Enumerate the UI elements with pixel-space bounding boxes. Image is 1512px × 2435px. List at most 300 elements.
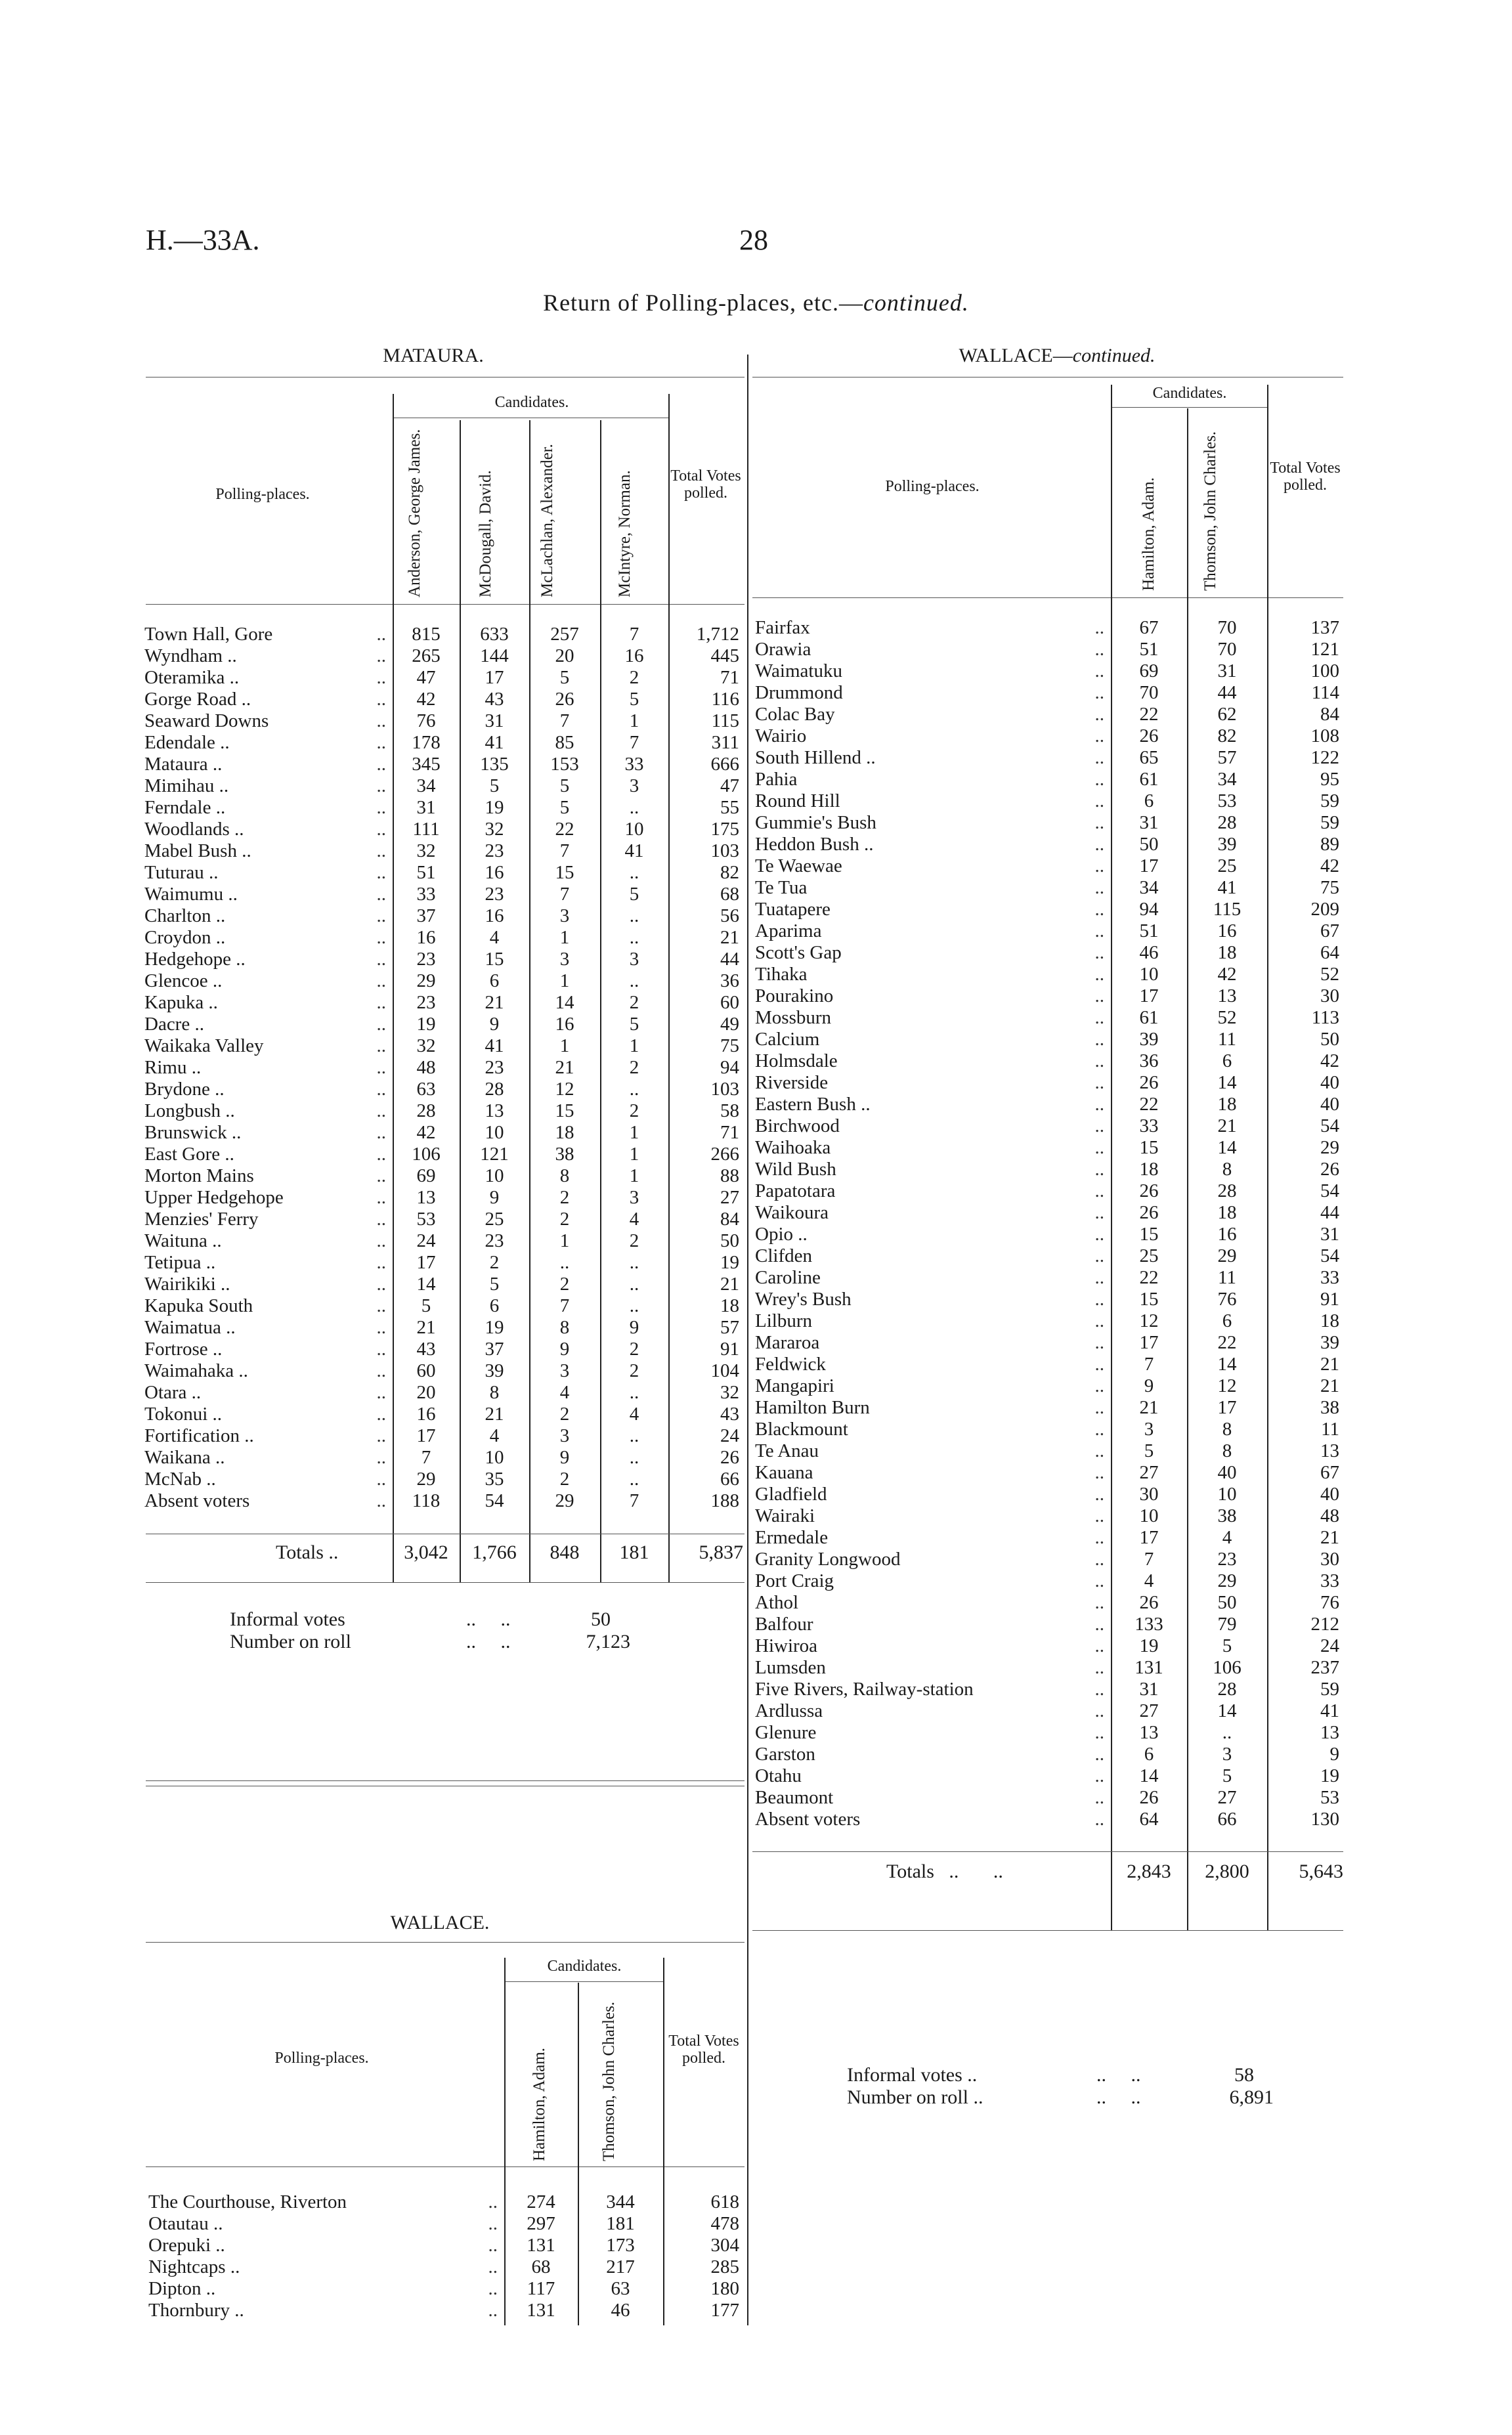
wallace-cont-row-leader: .. [1094,834,1104,855]
mataura-informal-label: Informal votes [230,1608,345,1630]
wallace-cont-place-name: Glenure [755,1722,817,1743]
mataura-row [140,819,743,840]
mataura-place-name: Brunswick .. [144,1122,242,1143]
wallace-cont-row [751,1397,1343,1419]
wallace-cont-value: 26 [1139,1787,1159,1808]
wallace-cont-value: 130 [1310,1809,1339,1830]
wallace-value: 217 [606,2256,635,2277]
mataura-value: 16 [485,862,504,883]
mataura-value: 9 [559,1339,570,1360]
mataura-value: 19 [485,1317,504,1338]
mataura-value: 14 [416,1274,436,1295]
mataura-value: 21 [720,927,739,948]
wallace-cont-value: 46 [1139,942,1159,963]
wallace-cont-informal-label: Informal votes .. [847,2064,978,2086]
wallace-cont-place-name: Five Rivers, Railway-station [755,1679,974,1700]
wallace-cont-roll-label: Number on roll .. [847,2086,983,2108]
mataura-value: 111 [412,819,440,840]
mataura-value: 43 [485,689,504,710]
mataura-row-leader: .. [376,1404,386,1425]
mataura-value: 39 [485,1360,504,1381]
mataura-place-name: Longbush .. [144,1100,235,1121]
mataura-value: 23 [485,1230,504,1251]
wallace-cont-value: 100 [1310,660,1339,681]
mataura-value: 1 [629,1144,639,1165]
wallace-cont-row [751,790,1343,812]
mataura-value: 49 [720,1014,739,1035]
mataura-row-leader: .. [376,819,386,840]
wallace-cont-value: 23 [1217,1549,1237,1570]
wallace-cont-value: 50 [1139,834,1159,855]
wallace-cont-value: 28 [1217,1180,1237,1201]
wallace-cont-row-leader: .. [1094,1440,1104,1461]
wallace-cont-row-leader: .. [1094,964,1104,985]
wallace-cont-row [751,1419,1343,1440]
wallace-cont-value: 7 [1144,1354,1154,1375]
mataura-value: 121 [480,1144,509,1165]
wallace-cont-place-name: Garston [755,1744,815,1765]
mataura-value: 21 [485,992,504,1013]
mataura-row [140,1274,743,1295]
wallace-cont-value: 70 [1217,639,1237,660]
wallace-cont-value: 15 [1139,1137,1159,1158]
mataura-value: 16 [416,1404,436,1425]
wallace-cont-value: 14 [1217,1700,1237,1721]
wallace-row [144,2235,743,2256]
wallace-cont-place-name: Hiwiroa [755,1635,818,1656]
wallace-cont-value: 95 [1320,769,1339,790]
wallace-cont-value: 69 [1139,660,1159,681]
wallace-cont-value: 13 [1320,1440,1339,1461]
mataura-value: 16 [485,905,504,926]
mataura-value: 9 [629,1317,639,1338]
return-title-text: Return of Polling-places, etc.— [543,290,863,316]
wallace-cont-value: 39 [1139,1029,1159,1050]
wallace-cont-value: 16 [1217,920,1237,941]
mataura-value: 4 [629,1404,639,1425]
mataura-value: .. [629,1079,639,1100]
wallace-cont-row [751,920,1343,942]
mataura-place-name: Woodlands .. [144,819,244,840]
mataura-value: 14 [555,992,574,1013]
mataura-row [140,1144,743,1165]
mataura-value: 32 [720,1382,739,1403]
wallace-cont-value: 121 [1310,639,1339,660]
mataura-header-rule [146,604,745,605]
wallace-cont-polling-places-header: Polling-places. [885,478,980,495]
wallace-cont-value: 24 [1320,1635,1339,1656]
wallace-cont-row-leader: .. [1094,855,1104,876]
wallace-cont-row [751,877,1343,899]
wallace-cont-row [751,1614,1343,1635]
mataura-row [140,1317,743,1339]
wallace-cont-header-rule [752,597,1343,598]
wallace-cont-row [751,1765,1343,1787]
mataura-value: 5 [489,1274,500,1295]
mataura-value: 633 [480,624,509,645]
mataura-value: 17 [485,667,504,688]
mataura-value: 75 [720,1035,739,1056]
mataura-value: 23 [485,1057,504,1078]
wallace-cont-value: 82 [1217,725,1237,746]
wallace-cont-value: 11 [1321,1419,1339,1440]
mataura-value: 16 [624,645,644,666]
mataura-value: 13 [416,1187,436,1208]
wallace-cont-place-name: Wild Bush [755,1159,836,1180]
mataura-totals-text: Totals [276,1541,324,1563]
wallace-value: 274 [527,2191,555,2212]
mataura-value: 66 [720,1469,739,1490]
wallace-cont-row [751,1094,1343,1115]
wallace-cont-row-leader: .. [1094,617,1104,638]
wallace-cont-value: 39 [1320,1332,1339,1353]
wallace-cont-row [751,985,1343,1007]
mataura-place-name: Waituna .. [144,1230,222,1251]
wallace-cont-row-leader: .. [1094,682,1104,703]
wallace-value: 131 [527,2235,555,2256]
mataura-bottom-rule [146,1582,745,1583]
wallace-cont-value: 5 [1144,1440,1154,1461]
mataura-value: 23 [485,884,504,905]
mataura-row [140,949,743,970]
mataura-value: 26 [555,689,574,710]
wallace-cont-value: 94 [1139,899,1159,920]
mataura-row-leader: .. [376,1187,386,1208]
mataura-row-leader: .. [376,1209,386,1230]
mataura-row [140,1057,743,1079]
mataura-value: .. [629,970,639,991]
mataura-value: 3 [559,949,570,970]
wallace-cont-row [751,1245,1343,1267]
wallace-row [144,2300,743,2321]
mataura-place-name: Mabel Bush .. [144,840,251,861]
mataura-value: 1,712 [696,624,739,645]
wallace-cont-value: 31 [1139,1679,1159,1700]
mataura-row-leader: .. [376,840,386,861]
mataura-value: 266 [710,1144,739,1165]
wallace-cont-value: 14 [1217,1137,1237,1158]
wallace-cont-row-leader: .. [1094,790,1104,811]
wallace-value: 181 [606,2213,635,2234]
mataura-value: 50 [720,1230,739,1251]
wallace-cont-value: 51 [1139,920,1159,941]
mataura-row-leader: .. [376,1339,386,1360]
mataura-cand-mclachlan: McLachlan, Alexander. [538,444,556,597]
mataura-value: 25 [485,1209,504,1230]
mataura-value: 178 [412,732,441,753]
mataura-value: 19 [485,797,504,818]
mataura-row-leader: .. [376,905,386,926]
mataura-row [140,1295,743,1317]
wallace-cont-value: 17 [1139,855,1159,876]
mataura-row-leader: .. [376,1317,386,1338]
wallace-cont-value: 30 [1320,985,1339,1006]
wallace-value: 618 [710,2191,739,2212]
wallace-value: 173 [606,2235,635,2256]
mataura-value: 5 [629,689,639,710]
mataura-place-name: Fortification .. [144,1425,254,1446]
wallace-cont-notes [847,2064,1274,2109]
wallace-cont-row [751,1375,1343,1397]
wallace-cont-value: 17 [1217,1397,1237,1418]
wallace-cont-row-leader: .. [1094,1809,1104,1830]
wallace-cont-place-name: Wrey's Bush [755,1289,852,1310]
mataura-value: 3 [559,1425,570,1446]
mataura-value: 23 [416,992,436,1013]
mataura-value: 53 [416,1209,436,1230]
wallace-cont-row [751,1679,1343,1700]
wallace-cont-value: 16 [1217,1224,1237,1245]
wallace-cont-place-name: Beaumont [755,1787,834,1808]
wallace-cont-row-leader: .. [1094,1722,1104,1743]
mataura-row [140,645,743,667]
wallace-cont-row-leader: .. [1094,877,1104,898]
wallace-cont-row-leader: .. [1094,1419,1104,1440]
wallace-cont-row-leader: .. [1094,1527,1104,1548]
mataura-value: 63 [416,1079,436,1100]
wallace-cont-value: 41 [1217,877,1237,898]
mataura-row-leader: .. [376,862,386,883]
mataura-row [140,1425,743,1447]
mataura-value: 2 [629,667,639,688]
wallace-place-name: Thornbury .. [148,2300,244,2321]
mataura-total-mcdougall: 1,766 [472,1541,517,1563]
mataura-value: 2 [559,1469,570,1490]
wallace-cont-row [751,1007,1343,1029]
wallace-cont-row [751,1289,1343,1310]
mataura-place-name: Town Hall, Gore [144,624,273,645]
wallace-cont-row [751,1592,1343,1614]
wallace-cont-value: 7 [1144,1549,1154,1570]
wallace-cont-value: 6 [1144,1744,1154,1765]
mataura-value: 5 [421,1295,431,1316]
wallace-cont-row [751,1310,1343,1332]
mataura-place-name: East Gore .. [144,1144,234,1165]
mataura-place-name: Waimumu .. [144,884,238,905]
wallace-cont-row-leader: .. [1094,1354,1104,1375]
wallace-cont-value: 33 [1320,1267,1339,1288]
wallace-cont-value: 52 [1217,1007,1237,1028]
wallace-header-rule [146,2166,745,2167]
mataura-place-name: Seaward Downs [144,710,269,731]
mataura-value: 76 [416,710,436,731]
wallace-cont-value: 22 [1139,1094,1159,1115]
wallace-cont-value: 29 [1320,1137,1339,1158]
mataura-row-leader: .. [376,1079,386,1100]
wallace-cont-value: 26 [1139,1202,1159,1223]
mataura-value: 3 [629,949,639,970]
mataura-value: 7 [559,884,570,905]
wallace-cont-row [751,1267,1343,1289]
wallace-cont-row [751,1744,1343,1765]
mataura-value: 26 [720,1447,739,1468]
mataura-value: 6 [489,970,500,991]
wallace-cont-value: 12 [1139,1310,1159,1331]
mataura-value: 47 [720,775,739,796]
wallace-cont-value: 40 [1320,1072,1339,1093]
wallace-cont-row [751,747,1343,769]
wallace-cont-row-leader: .. [1094,1050,1104,1071]
wallace-cont-row-leader: .. [1094,639,1104,660]
mataura-value: 118 [412,1490,441,1511]
wallace-cont-place-name: Clifden [755,1245,812,1266]
wallace-cont-place-name: Lilburn [755,1310,812,1331]
wallace-cont-row-leader: .. [1094,660,1104,681]
mataura-value: 94 [720,1057,739,1078]
mataura-value: 16 [555,1014,574,1035]
mataura-value: 91 [720,1339,739,1360]
wallace-cont-value: 25 [1217,855,1237,876]
wallace-cont-row-leader: .. [1094,1614,1104,1635]
mataura-place-name: Tokonui .. [144,1404,222,1425]
wallace-cont-place-name: South Hillend .. [755,747,876,768]
wallace-cont-value: 115 [1213,899,1242,920]
mataura-value: 445 [710,645,739,666]
mataura-value: 43 [720,1404,739,1425]
mataura-value: 2 [629,1100,639,1121]
mataura-row-leader: .. [376,1057,386,1078]
mataura-value: 9 [489,1187,500,1208]
mataura-row-leader: .. [376,1100,386,1121]
wallace-candidates-rule [506,1981,663,1982]
wallace-cont-place-name: Te Tua [755,877,808,898]
mataura-place-name: Croydon .. [144,927,226,948]
wallace-cont-value: 14 [1139,1765,1159,1786]
wallace-cont-place-name: Caroline [755,1267,821,1288]
wallace-cont-value: 13 [1139,1722,1159,1743]
wallace-cont-row [751,1159,1343,1180]
mataura-row-leader: .. [376,1490,386,1511]
mataura-row-leader: .. [376,1447,386,1468]
wallace-cont-value: 26 [1139,1592,1159,1613]
wallace-cont-value: 27 [1139,1462,1159,1483]
wallace-value: 344 [606,2191,635,2212]
wallace-cont-row [751,1332,1343,1354]
mataura-title: MATAURA. [383,345,484,366]
mataura-place-name: Edendale .. [144,732,230,753]
mataura-value: 21 [416,1317,436,1338]
wallace-cont-value: 9 [1144,1375,1154,1396]
mataura-place-name: Dacre .. [144,1014,204,1035]
wallace-cont-place-name: Wairaki [755,1505,815,1526]
wallace-cont-value: 22 [1139,704,1159,725]
wallace-cont-roll-row: Number on roll .. .. .. 6,891 [847,2086,1274,2108]
wallace-cont-row [751,812,1343,834]
mataura-row-leader: .. [376,949,386,970]
wallace-cont-total-hamilton: 2,843 [1127,1861,1171,1882]
wallace-cont-row-leader: .. [1094,1072,1104,1093]
mataura-value: 2 [629,1230,639,1251]
wallace-table [144,2191,743,2321]
wallace-cont-place-name: Tihaka [755,964,808,985]
wallace-cont-value: 70 [1139,682,1159,703]
wallace-cont-value: 21 [1320,1354,1339,1375]
wallace-cont-row [751,1224,1343,1245]
mataura-row-leader: .. [376,797,386,818]
wallace-cont-value: 40 [1320,1094,1339,1115]
mataura-row-leader: .. [376,624,386,645]
mataura-row [140,1100,743,1122]
wallace-cont-title [906,345,1208,367]
mataura-row [140,1230,743,1252]
mataura-place-name: Menzies' Ferry [144,1209,259,1230]
wallace-cont-value: 9 [1329,1744,1339,1765]
mataura-row-leader: .. [376,1469,386,1490]
mataura-value: 2 [559,1209,570,1230]
wallace-cont-row-leader: .. [1094,1115,1104,1136]
mataura-cand-mcintyre: McIntyre, Norman. [616,470,634,597]
wallace-cont-place-name: Port Craig [755,1570,834,1591]
wallace-value: 63 [611,2278,630,2299]
wallace-cont-row-leader: .. [1094,899,1104,920]
wallace-cont-value: 41 [1320,1700,1339,1721]
mataura-value: 10 [485,1122,504,1143]
mataura-row-leader: .. [376,992,386,1013]
mataura-value: 3 [629,1187,639,1208]
wallace-cont-row [751,964,1343,985]
wallace-cont-place-name: Ermedale [755,1527,829,1548]
wallace-cont-place-name: Calcium [755,1029,820,1050]
mataura-row-leader: .. [376,1274,386,1295]
mataura-value: 58 [720,1100,739,1121]
mataura-value: 3 [559,905,570,926]
mataura-value: 5 [559,667,570,688]
wallace-cont-value: 30 [1139,1484,1159,1505]
wallace-cont-title-text: WALLACE— [959,345,1073,366]
wallace-value: 68 [531,2256,551,2277]
wallace-cont-place-name: Orawia [755,639,811,660]
wallace-cont-value: 133 [1134,1614,1163,1635]
wallace-cont-row-leader: .. [1094,1159,1104,1180]
wallace-cont-value: 64 [1139,1809,1159,1830]
wallace-cont-value: 114 [1311,682,1339,703]
mataura-value: 345 [412,754,441,775]
mataura-value: 33 [416,884,436,905]
wallace-cont-value: .. [1222,1722,1232,1743]
wallace-cont-value: 19 [1139,1635,1159,1656]
wallace-cont-value: 48 [1320,1505,1339,1526]
mataura-row [140,1469,743,1490]
wallace-place-name: Orepuki .. [148,2235,225,2256]
wallace-cont-value: 59 [1320,790,1339,811]
wallace-value: 46 [611,2300,630,2321]
mataura-value: 5 [629,884,639,905]
mataura-table [140,624,743,1512]
wallace-cont-row [751,1462,1343,1484]
mataura-row [140,1252,743,1274]
wallace-cont-row [751,617,1343,639]
wallace-cont-row [751,1180,1343,1202]
wallace-cont-row-leader: .. [1094,1029,1104,1050]
wallace-cont-row [751,1050,1343,1072]
mataura-value: 2 [489,1252,500,1273]
mataura-value: 48 [416,1057,436,1078]
wallace-cont-value: 76 [1217,1289,1237,1310]
return-title [0,289,1512,316]
wallace-cont-value: 76 [1320,1592,1339,1613]
wallace-cont-row-leader: .. [1094,1332,1104,1353]
mataura-value: 104 [710,1360,739,1381]
mataura-place-name: Oteramika .. [144,667,240,688]
center-divider [747,355,748,2325]
mataura-row [140,1014,743,1035]
mataura-cand-anderson: Anderson, George James. [406,429,423,597]
wallace-place-name: Nightcaps .. [148,2256,240,2277]
mataura-value: 666 [710,754,739,775]
mataura-row-leader: .. [376,1165,386,1186]
mataura-value: 9 [489,1014,500,1035]
wallace-cont-place-name: Heddon Bush .. [755,834,874,855]
